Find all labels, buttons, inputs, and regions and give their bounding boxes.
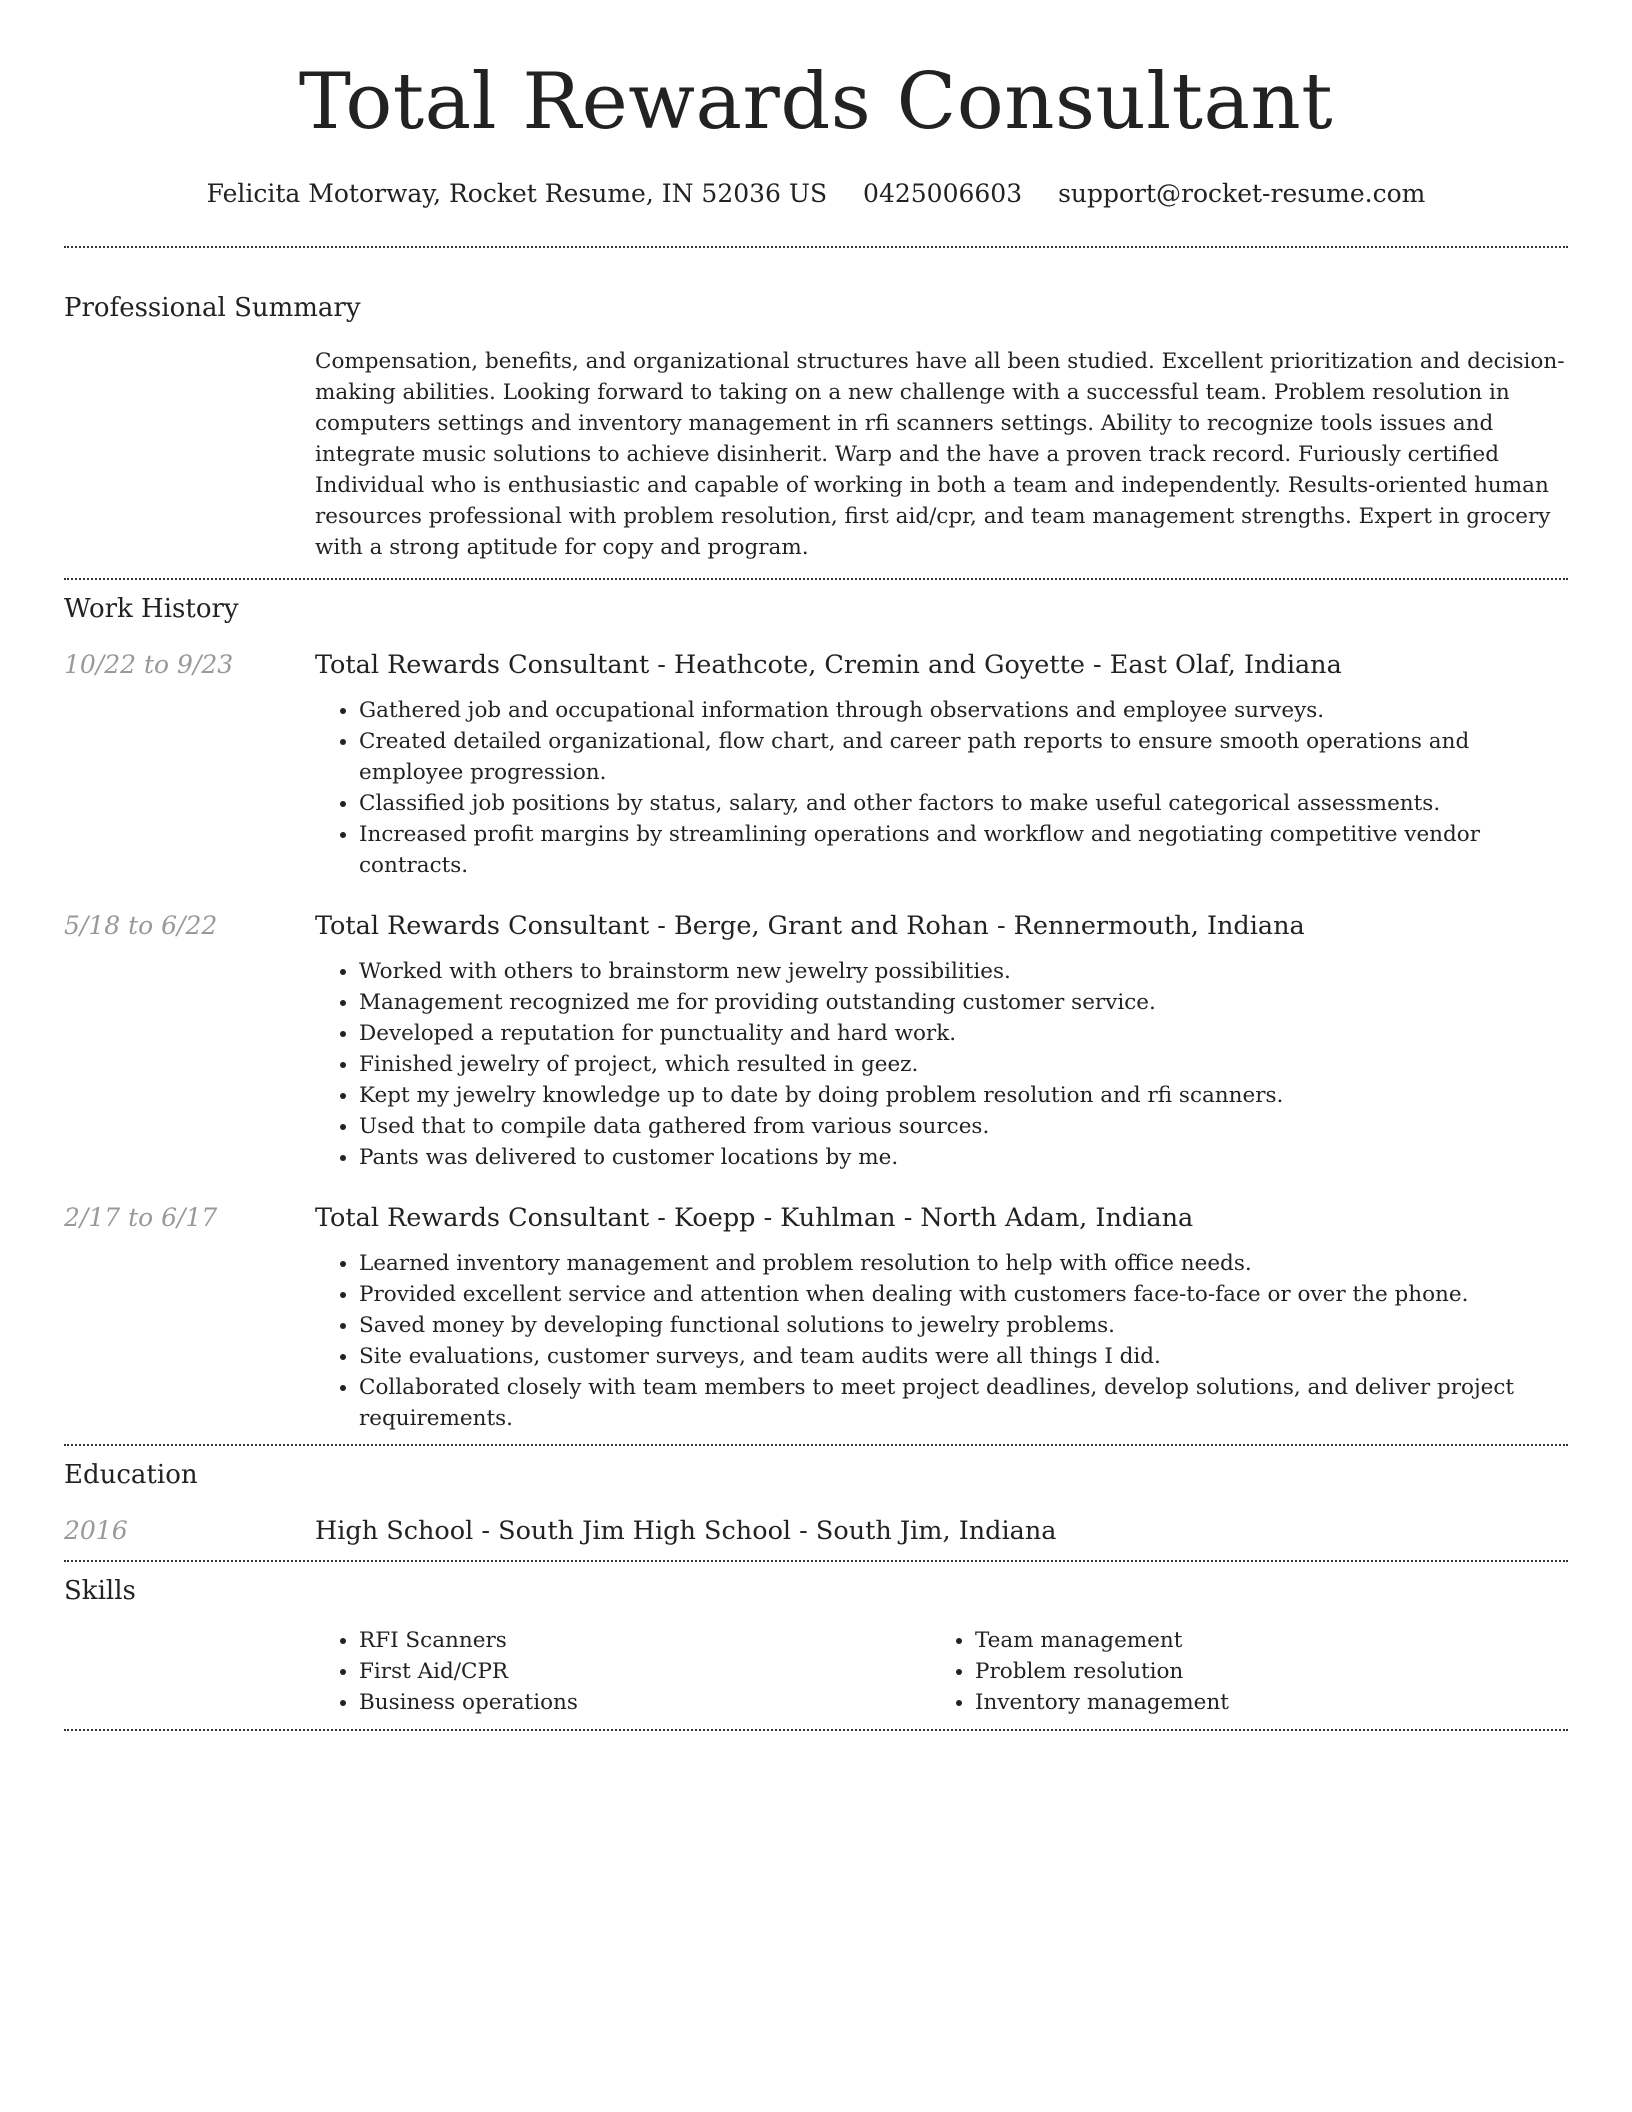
job-bullet: • Classified job positions by status, salary, and other factors to make useful categorical assessments. (359, 788, 1568, 819)
skills-column-right (931, 1625, 1547, 1718)
job-bullet: • Worked with others to brainstorm new jewelry possibilities. (359, 956, 1568, 987)
job-bullet: • Created detailed organizational, flow chart, and career path reports to ensure smooth operations and employee progression. (359, 726, 1568, 788)
education-entry (64, 1513, 1568, 1549)
job-dates: 10/22 to 9/23 (64, 650, 234, 679)
job-bullets (315, 956, 1568, 1173)
contact-line (64, 176, 1568, 212)
skill-item: • RFI Scanners (359, 1625, 931, 1656)
job-bullet: • Site evaluations, customer surveys, and team audits were all things I did. (359, 1341, 1568, 1372)
education-body (315, 1513, 1568, 1549)
education-dates: 2016 (64, 1516, 128, 1545)
skills-divider (64, 1729, 1568, 1731)
skills-column-left (315, 1625, 931, 1718)
job-bullets (315, 695, 1568, 881)
education-heading-text: High School - South Jim High School - South Jim, Indiana (315, 1516, 1057, 1546)
skill-item: • Inventory management (975, 1687, 1547, 1718)
job-bullet: • Management recognized me for providing outstanding customer service. (359, 987, 1568, 1018)
education-section (64, 1457, 1568, 1562)
job-body (315, 647, 1568, 881)
job-bullet: • Pants was delivered to customer locations by me. (359, 1142, 1568, 1173)
job-bullet: • Gathered job and occupational information through observations and employee surveys. (359, 695, 1568, 726)
summary-divider (64, 578, 1568, 580)
education-heading: Education (64, 1460, 198, 1490)
job-entry (64, 647, 1568, 881)
job-entry (64, 908, 1568, 1173)
job-dates: 5/18 to 6/22 (64, 911, 218, 940)
job-bullet: • Used that to compile data gathered from various sources. (359, 1111, 1568, 1142)
job-bullet: • Developed a reputation for punctuality and hard work. (359, 1018, 1568, 1049)
skills-section (64, 1573, 1568, 1731)
skills-grid (315, 1625, 1568, 1718)
skill-item: • Business operations (359, 1687, 931, 1718)
job-heading: Total Rewards Consultant - Koepp - Kuhlman - North Adam, Indiana (315, 1203, 1194, 1233)
job-bullets (315, 1248, 1568, 1434)
job-bullet: • Saved money by developing functional solutions to jewelry problems. (359, 1310, 1568, 1341)
summary-heading: Professional Summary (64, 293, 361, 323)
header-divider (64, 246, 1568, 248)
job-bullet: • Increased profit margins by streamlining operations and workflow and negotiating competitive vendor contracts. (359, 819, 1568, 881)
job-bullet: • Provided excellent service and attention when dealing with customers face-to-face or over the phone. (359, 1279, 1568, 1310)
resume-title: Total Rewards Consultant (298, 57, 1334, 147)
skills-heading: Skills (64, 1576, 136, 1606)
job-entry (64, 1200, 1568, 1434)
contact-phone: 0425006603 (863, 179, 1023, 208)
work-history-heading: Work History (64, 594, 239, 624)
job-bullet: • Kept my jewelry knowledge up to date by doing problem resolution and rfi scanners. (359, 1080, 1568, 1111)
job-body (315, 1200, 1568, 1434)
skill-item: • First Aid/CPR (359, 1656, 931, 1687)
summary-text: Compensation, benefits, and organizational structures have all been studied. Excellent prioritization and decision-making abilities. Looking forward to taking on a new challenge with a successful team. Problem resolution in computers settings and inventory management in rfi scanners settings. Ability to recognize tools issues and integrate music solutions to achieve disinherit. Warp and the have a proven track record. Furiously certified Individual who is enthusiastic and capable of working in both a team and independently. Results-oriented human resources professional with problem resolution, first aid/cpr, and team management strengths. Expert in grocery with a strong aptitude for copy and program. (315, 349, 1565, 560)
contact-email: support@rocket-resume.com (1058, 179, 1426, 208)
job-bullet: • Learned inventory management and problem resolution to help with office needs. (359, 1248, 1568, 1279)
summary-section (64, 290, 1568, 580)
work-history-divider (64, 1444, 1568, 1446)
education-divider (64, 1560, 1568, 1562)
skill-item: • Problem resolution (975, 1656, 1547, 1687)
job-heading: Total Rewards Consultant - Berge, Grant and Rohan - Rennermouth, Indiana (315, 911, 1305, 941)
job-bullet: • Collaborated closely with team members to meet project deadlines, develop solutions, and deliver project requirements. (359, 1372, 1568, 1434)
job-dates: 2/17 to 6/17 (64, 1203, 218, 1232)
contact-address: Felicita Motorway, Rocket Resume, IN 52036 US (206, 179, 828, 208)
job-heading: Total Rewards Consultant - Heathcote, Cremin and Goyette - East Olaf, Indiana (315, 650, 1342, 680)
job-body (315, 908, 1568, 1173)
job-bullet: • Finished jewelry of project, which resulted in geez. (359, 1049, 1568, 1080)
work-history-section (64, 591, 1568, 1446)
skill-item: • Team management (975, 1625, 1547, 1656)
